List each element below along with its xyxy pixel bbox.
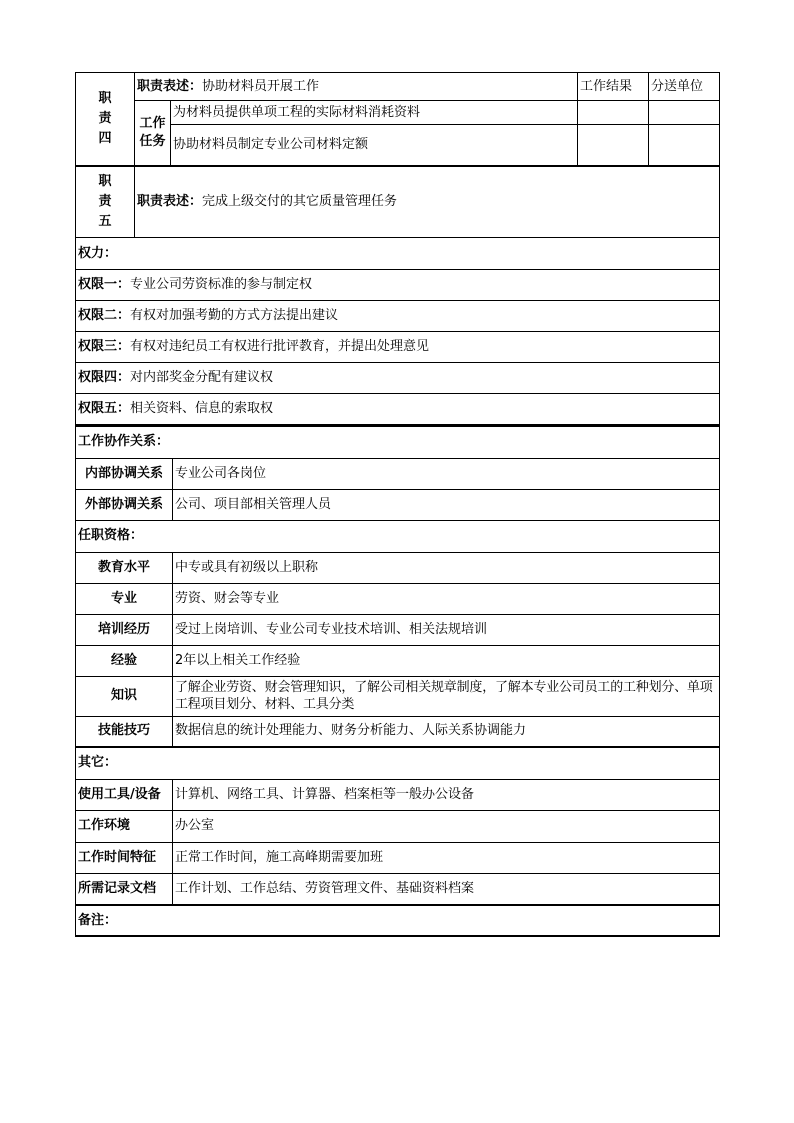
- power-label-2: 权限二：: [78, 308, 131, 323]
- relations-external-text: 公司、项目部相关管理人员: [173, 489, 720, 520]
- duty4-task-2: 协助材料员制定专业公司材料定额: [171, 125, 578, 166]
- power-row-3: [76, 332, 720, 363]
- power-title: 权力：: [76, 238, 720, 270]
- duty4-description: [135, 73, 578, 101]
- qualification-label-skills: 技能技巧: [76, 716, 173, 747]
- relations-internal-row: [76, 458, 720, 489]
- power-row-5: [76, 394, 720, 425]
- duty4-label: 职 责 四: [76, 73, 135, 166]
- qualification-row-experience: [76, 645, 720, 676]
- qualification-row-skills: [76, 716, 720, 747]
- duty4-task-1: 为材料员提供单项工程的实际材料消耗资料: [171, 101, 578, 125]
- duty5-row: [76, 166, 720, 238]
- relations-title-row: [76, 426, 720, 458]
- duty4-header-row: [76, 73, 720, 101]
- duty5-desc-label: 职责表述：: [137, 193, 203, 209]
- qualification-row-training: [76, 614, 720, 645]
- other-label-documents: 所需记录文档: [76, 873, 173, 905]
- other-row-documents: [76, 873, 720, 905]
- relations-external-label: 外部协调关系: [76, 489, 173, 520]
- duty4-task-label: 工作 任务: [135, 101, 171, 166]
- qualification-row-education: [76, 552, 720, 583]
- duty4-task-row-1: [76, 101, 720, 125]
- other-row-worktime: [76, 842, 720, 873]
- duty4-task-row-2: [76, 125, 720, 166]
- qualification-label-major: 专业: [76, 583, 173, 614]
- duty5-label: 职 责 五: [76, 166, 135, 238]
- power-text-4: 对内部奖金分配有建议权: [130, 370, 274, 385]
- qualification-text-major: 劳资、财会等专业: [173, 583, 720, 614]
- other-text-documents: 工作计划、工作总结、劳资管理文件、基础资料档案: [173, 873, 720, 905]
- other-row-environment: [76, 810, 720, 842]
- col-recipient-unit: 分送单位: [649, 73, 720, 101]
- qualification-label-experience: 经验: [76, 645, 173, 676]
- power-title-row: [76, 238, 720, 270]
- power-text-1: 专业公司劳资标准的参与制定权: [130, 277, 313, 292]
- job-description-table: [75, 72, 720, 425]
- lower-table: [75, 425, 720, 937]
- power-row-4: [76, 363, 720, 394]
- power-label-5: 权限五：: [78, 401, 131, 416]
- qualification-label-training: 培训经历: [76, 614, 173, 645]
- remarks-title: 备注：: [76, 905, 720, 936]
- duty4-task-2-result: [578, 125, 649, 166]
- remarks-row: [76, 905, 720, 936]
- qualification-title: 任职资格：: [76, 520, 720, 552]
- qualification-text-skills: 数据信息的统计处理能力、财务分析能力、人际关系协调能力: [173, 716, 720, 747]
- other-row-tools: [76, 779, 720, 810]
- power-text-2: 有权对加强考勤的方式方法提出建议: [130, 308, 339, 323]
- qualification-label-education: 教育水平: [76, 552, 173, 583]
- job-description-sheet: [75, 72, 719, 937]
- duty4-desc-label: 职责表述：: [137, 78, 203, 94]
- other-text-environment: 办公室: [173, 810, 720, 842]
- duty4-desc-text: 协助材料员开展工作: [202, 78, 320, 94]
- power-label-4: 权限四：: [78, 370, 131, 385]
- qualification-text-knowledge: 了解企业劳资、财会管理知识，了解公司相关规章制度，了解本专业公司员工的工种划分、单项工程项目划分、材料、工具分类: [173, 676, 720, 716]
- other-text-worktime: 正常工作时间，施工高峰期需要加班: [173, 842, 720, 873]
- duty5-description: [135, 166, 720, 238]
- qualification-row-knowledge: [76, 676, 720, 716]
- power-text-3: 有权对违纪员工有权进行批评教育，并提出处理意见: [130, 339, 430, 354]
- qualification-label-knowledge: 知识: [76, 676, 173, 716]
- power-text-5: 相关资料、信息的索取权: [130, 401, 274, 416]
- other-label-environment: 工作环境: [76, 810, 173, 842]
- relations-internal-text: 专业公司各岗位: [173, 458, 720, 489]
- other-label-tools: 使用工具/设备: [76, 779, 173, 810]
- power-row-1: [76, 270, 720, 301]
- other-title-row: [76, 747, 720, 779]
- qualification-text-training: 受过上岗培训、专业公司专业技术培训、相关法规培训: [173, 614, 720, 645]
- relations-external-row: [76, 489, 720, 520]
- col-work-result: 工作结果: [578, 73, 649, 101]
- relations-title: 工作协作关系：: [76, 426, 720, 458]
- duty4-task-2-dept: [649, 125, 720, 166]
- qualification-text-experience: 2年以上相关工作经验: [173, 645, 720, 676]
- duty4-task-1-dept: [649, 101, 720, 125]
- power-label-3: 权限三：: [78, 339, 131, 354]
- qualification-title-row: [76, 520, 720, 552]
- relations-internal-label: 内部协调关系: [76, 458, 173, 489]
- duty5-desc-text: 完成上级交付的其它质量管理任务: [202, 193, 398, 209]
- power-label-1: 权限一：: [78, 277, 131, 292]
- qualification-row-major: [76, 583, 720, 614]
- other-text-tools: 计算机、网络工具、计算器、档案柜等一般办公设备: [173, 779, 720, 810]
- duty4-task-1-result: [578, 101, 649, 125]
- power-row-2: [76, 301, 720, 332]
- other-title: 其它：: [76, 747, 720, 779]
- other-label-worktime: 工作时间特征: [76, 842, 173, 873]
- qualification-text-education: 中专或具有初级以上职称: [173, 552, 720, 583]
